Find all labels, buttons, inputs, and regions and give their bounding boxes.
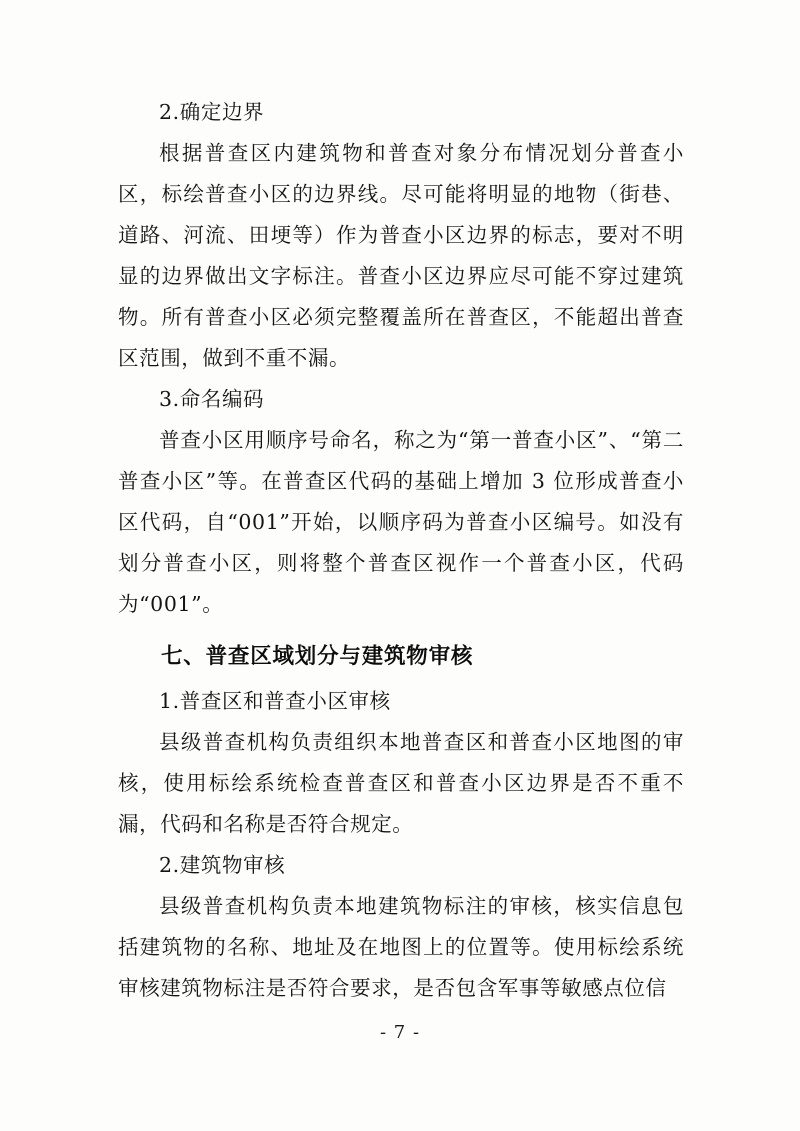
page-content	[118, 92, 684, 1009]
paragraph-building-review: 县级普查机构负责本地建筑物标注的审核，核实信息包括建筑物的名称、地址及在地图上的位置等。使用标绘系统审核建筑物标注是否符合要求，是否包含军事等敏感点位信	[118, 894, 684, 1000]
paragraph-item-2b-title: 2.建筑物审核	[159, 853, 286, 877]
paragraph-boundary-definition: 根据普查区内建筑物和普查对象分布情况划分普查小区，标绘普查小区的边界线。尽可能将明显的地物（街巷、道路、河流、田埂等）作为普查小区边界的标志，要对不明显的边界做出文字标注。普查小区边界应尽可能不穿过建筑物。所有普查小区必须完整覆盖所在普查区，不能超出普查区范围，做到不重不漏。	[118, 141, 684, 370]
page-number: - 7 -	[379, 1022, 421, 1043]
paragraph-item-1-title: 1.普查区和普查小区审核	[159, 689, 391, 713]
paragraph-census-area-review: 县级普查机构负责组织本地普查区和普查小区地图的审核，使用标绘系统检查普查区和普查小区边界是否不重不漏，代码和名称是否符合规定。	[118, 730, 684, 836]
paragraph-item-2-title: 2.确定边界	[159, 100, 265, 124]
paragraph-naming-coding: 普查小区用顺序号命名，称之为“第一普查小区”、“第二普查小区”等。在普查区代码的基础上增加 3 位形成普查小区代码，自“001”开始，以顺序码为普查小区编号。如没有划分普查小区，则将整个普查区视作一个普查小区，代码为“001”。	[118, 428, 684, 616]
section-heading-seven: 七、普查区域划分与建筑物审核	[161, 644, 474, 669]
paragraph-item-3-title: 3.命名编码	[159, 387, 265, 411]
